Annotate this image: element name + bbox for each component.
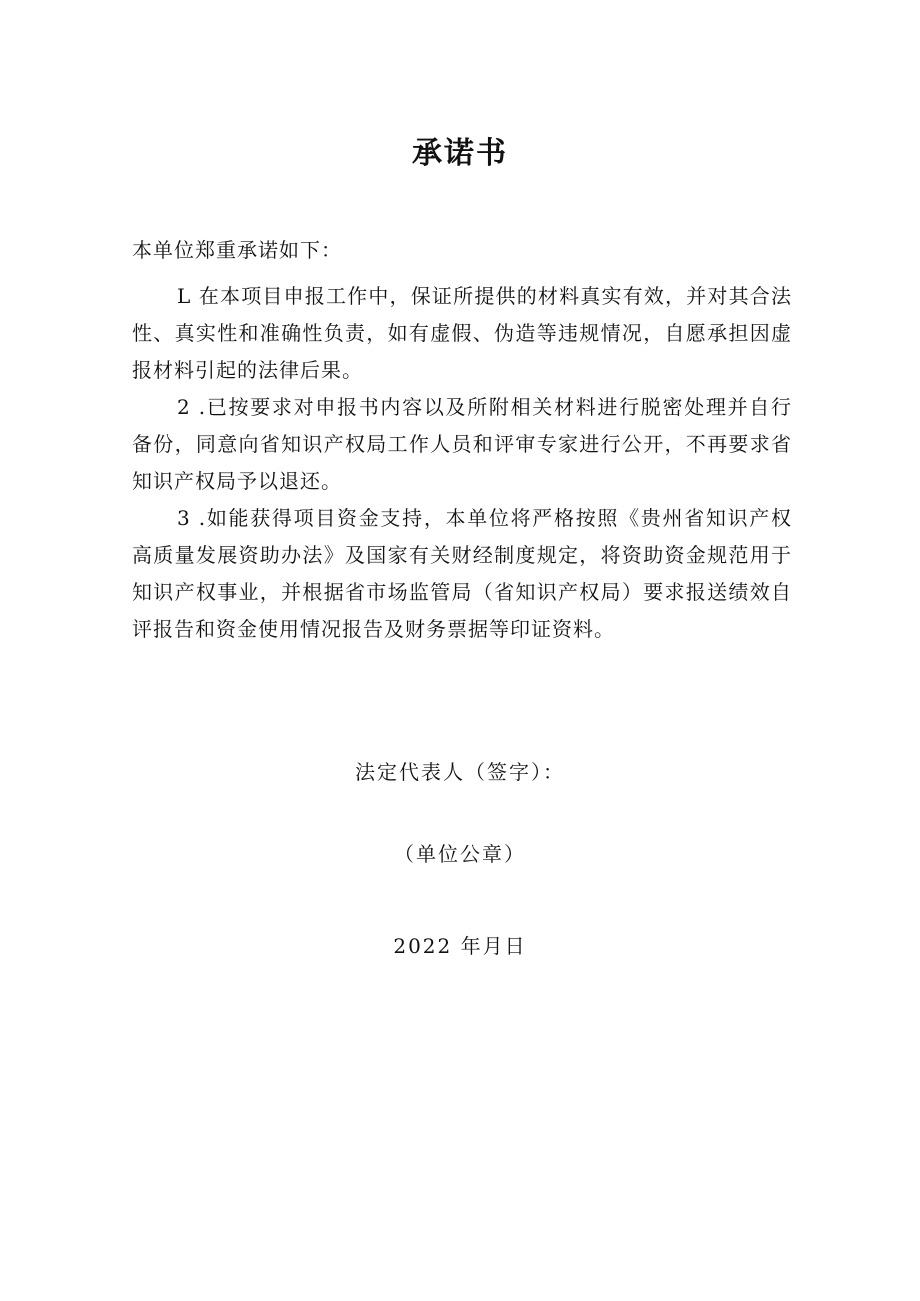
- date-label: 2022 年月日: [393, 934, 527, 958]
- commitment-item-2: 2 .已按要求对申报书内容以及所附相关材料进行脱密处理并自行备份，同意向省知识产权局工作人员和评审专家进行公开，不再要求省知识产权局予以退还。: [132, 395, 792, 493]
- commitment-item-1: L 在本项目申报工作中，保证所提供的材料真实有效，并对其合法性、真实性和准确性负责，如有虚假、伪造等违规情况，自愿承担因虚报材料引起的法律后果。: [132, 284, 792, 382]
- commitment-item-3: 3 .如能获得项目资金支持，本单位将严格按照《贵州省知识产权高质量发展资助办法》及国家有关财经制度规定，将资助资金规范用于知识产权事业，并根据省市场监管局（省知识产权局）要求报送绩效自评报告和资金使用情况报告及财务票据等印证资料。: [132, 506, 792, 641]
- intro-text: 本单位郑重承诺如下：: [132, 238, 342, 262]
- document-title: 承诺书: [412, 136, 508, 171]
- signature-label: 法定代表人（签字）：: [355, 760, 565, 784]
- commitment-list: [132, 278, 792, 648]
- seal-label: （单位公章）: [394, 842, 526, 866]
